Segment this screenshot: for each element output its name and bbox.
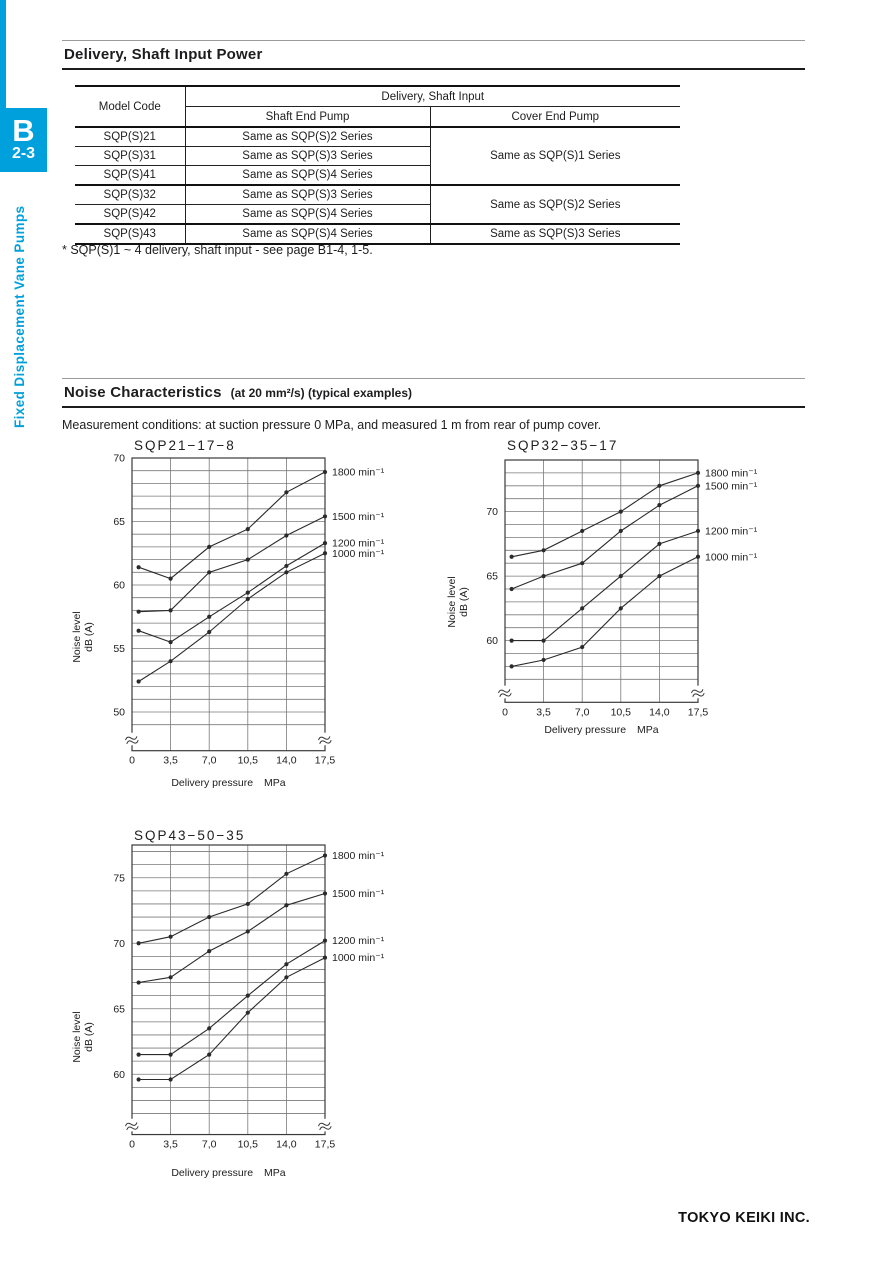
axis-break-icon [688, 683, 709, 700]
x-tick-label: 17,5 [314, 754, 336, 767]
data-point-1000 [580, 645, 584, 649]
series-label-1500: 1500 min⁻¹ [705, 480, 758, 493]
axis-break-icon [122, 731, 143, 748]
noise-chart-1 [60, 432, 425, 807]
chart-title: SQP21−17−8 [134, 438, 236, 453]
column-group-header-delivery-shaft-input: Delivery, Shaft Input [185, 86, 680, 107]
column-header-model-code: Model Code [75, 86, 185, 127]
series-label-1200: 1200 min⁻¹ [705, 525, 758, 538]
y-axis-title: Noise level [71, 611, 83, 663]
data-point-1200 [246, 591, 250, 595]
chart-title: SQP43−50−35 [134, 828, 246, 843]
y-tick-label: 65 [113, 516, 125, 528]
data-point-1800 [696, 471, 700, 475]
data-point-1000 [284, 570, 288, 574]
x-tick-label: 10,5 [610, 706, 632, 719]
x-tick-label: 3,5 [163, 1138, 178, 1151]
data-point-1500 [696, 484, 700, 488]
y-tick-label: 60 [486, 635, 498, 648]
data-point-1200 [169, 640, 173, 644]
series-label-1000: 1000 min⁻¹ [332, 952, 385, 965]
y-axis-title: dB (A) [83, 622, 95, 652]
shaft-end-cell: Same as SQP(S)4 Series [185, 205, 430, 225]
section-header-noise [62, 378, 805, 408]
series-label-1500: 1500 min⁻¹ [332, 510, 385, 523]
shaft-end-cell: Same as SQP(S)4 Series [185, 166, 430, 186]
data-point-1200 [619, 574, 623, 578]
data-point-1500 [510, 587, 514, 591]
data-point-1200 [323, 939, 327, 943]
data-point-1000 [619, 606, 623, 610]
data-point-1800 [323, 853, 327, 857]
data-point-1000 [284, 975, 288, 979]
axis-break-icon [122, 1117, 143, 1134]
section-title-noise: Noise Characteristics [64, 384, 222, 401]
data-point-1200 [542, 639, 546, 643]
data-point-1200 [510, 639, 514, 643]
x-tick-label: 7,0 [201, 754, 217, 767]
data-point-1500 [284, 903, 288, 907]
data-point-1500 [323, 514, 327, 518]
series-line-1800 [139, 472, 325, 579]
shaft-end-cell: Same as SQP(S)2 Series [185, 127, 430, 147]
data-point-1800 [207, 915, 211, 919]
delivery-footnote: * SQP(S)1 ~ 4 delivery, shaft input - see page B1-4, 1-5. [62, 243, 373, 257]
series-line-1200 [139, 543, 325, 642]
data-point-1500 [246, 929, 250, 933]
data-point-1800 [246, 527, 250, 531]
series-line-1200 [139, 941, 325, 1055]
x-tick-label: 17,5 [314, 1138, 336, 1151]
table-row [75, 127, 680, 147]
pump-table-body [75, 127, 680, 244]
data-point-1500 [169, 608, 173, 612]
y-axis-title: Noise level [71, 1011, 83, 1063]
data-point-1000 [246, 1011, 250, 1015]
data-point-1200 [323, 541, 327, 545]
table-row [75, 224, 680, 244]
section-header-delivery [62, 40, 805, 70]
table-row [75, 185, 680, 205]
series-label-1000: 1000 min⁻¹ [705, 551, 758, 564]
data-point-1800 [284, 490, 288, 494]
x-axis-title: Delivery pressure MPa [171, 777, 286, 789]
column-header-shaft-end-pump: Shaft End Pump [185, 107, 430, 128]
table-header-row [75, 86, 680, 107]
x-tick-label: 3,5 [536, 706, 551, 719]
chart-title: SQP32−35−17 [507, 438, 619, 453]
series-label-1800: 1800 min⁻¹ [332, 466, 385, 479]
data-point-1200 [137, 629, 141, 633]
model-code-cell: SQP(S)31 [75, 147, 185, 166]
y-axis-title: dB (A) [458, 587, 470, 617]
data-point-1500 [542, 574, 546, 578]
sidebar-accent-strip [0, 0, 6, 110]
data-point-1200 [169, 1053, 173, 1057]
series-label-1800: 1800 min⁻¹ [705, 467, 758, 480]
x-tick-label: 7,0 [201, 1138, 217, 1151]
shaft-end-cell: Same as SQP(S)4 Series [185, 224, 430, 244]
x-tick-label: 14,0 [649, 706, 670, 719]
data-point-1200 [696, 529, 700, 533]
column-header-cover-end-pump: Cover End Pump [430, 107, 680, 128]
data-point-1000 [169, 659, 173, 663]
y-tick-label: 50 [113, 706, 125, 719]
x-axis-title: Delivery pressure MPa [544, 724, 659, 736]
x-axis-title: Delivery pressure MPa [171, 1167, 286, 1179]
delivery-shaft-input-table [75, 85, 680, 245]
data-point-1200 [580, 606, 584, 610]
cover-end-cell: Same as SQP(S)2 Series [430, 185, 680, 224]
data-point-1500 [619, 529, 623, 533]
x-tick-label: 7,0 [574, 706, 590, 719]
x-tick-label: 0 [129, 754, 135, 767]
cover-end-cell: Same as SQP(S)1 Series [430, 127, 680, 185]
cover-end-cell: Same as SQP(S)3 Series [430, 224, 680, 244]
chart-svg [60, 432, 425, 807]
data-point-1000 [510, 664, 514, 668]
data-point-1000 [207, 630, 211, 634]
data-point-1200 [137, 1053, 141, 1057]
y-tick-label: 70 [113, 452, 125, 465]
section-title-delivery: Delivery, Shaft Input Power [64, 46, 263, 63]
data-point-1000 [542, 658, 546, 662]
series-label-1200: 1200 min⁻¹ [332, 935, 385, 948]
series-line-1000 [512, 557, 698, 667]
axis-break-icon [495, 683, 516, 700]
data-point-1800 [510, 555, 514, 559]
x-tick-label: 0 [129, 1138, 135, 1151]
y-axis-title: dB (A) [83, 1022, 95, 1052]
data-point-1800 [284, 872, 288, 876]
data-point-1800 [246, 902, 250, 906]
data-point-1800 [137, 941, 141, 945]
data-point-1200 [246, 994, 250, 998]
section-tab-number: 2-3 [11, 145, 36, 163]
data-point-1000 [137, 1077, 141, 1081]
data-point-1500 [137, 610, 141, 614]
data-point-1800 [137, 565, 141, 569]
y-tick-label: 70 [113, 937, 125, 950]
data-point-1800 [169, 935, 173, 939]
data-point-1800 [323, 470, 327, 474]
x-tick-label: 0 [502, 706, 508, 719]
chart-svg [60, 822, 425, 1194]
x-tick-label: 14,0 [276, 754, 297, 767]
data-point-1000 [137, 679, 141, 683]
data-point-1000 [207, 1053, 211, 1057]
model-code-cell: SQP(S)41 [75, 166, 185, 186]
y-tick-label: 65 [113, 1003, 125, 1016]
model-code-cell: SQP(S)32 [75, 185, 185, 205]
data-point-1000 [323, 956, 327, 960]
sidebar-vertical-label: Fixed Displacement Vane Pumps [12, 205, 27, 428]
data-point-1500 [137, 980, 141, 984]
noise-chart-3 [60, 822, 425, 1194]
section-tab-badge [0, 108, 47, 172]
data-point-1800 [542, 548, 546, 552]
axis-break-icon [315, 731, 336, 748]
data-point-1800 [207, 545, 211, 549]
plot-border [132, 845, 325, 1135]
company-logo-text: TOKYO KEIKI INC. [678, 1210, 810, 1226]
data-point-1800 [619, 510, 623, 514]
series-label-1500: 1500 min⁻¹ [332, 887, 385, 900]
plot-border [505, 460, 698, 702]
y-axis-title: Noise level [446, 576, 458, 628]
y-tick-label: 60 [113, 1068, 125, 1081]
data-point-1000 [246, 597, 250, 601]
data-point-1500 [169, 975, 173, 979]
shaft-end-cell: Same as SQP(S)3 Series [185, 185, 430, 205]
data-point-1500 [207, 570, 211, 574]
data-point-1500 [207, 949, 211, 953]
x-tick-label: 17,5 [687, 706, 709, 719]
data-point-1800 [657, 484, 661, 488]
section-tab-letter: B [12, 113, 35, 149]
measurement-conditions-text: Measurement conditions: at suction pressure 0 MPa, and measured 1 m from rear of pump cover. [62, 418, 602, 432]
x-tick-label: 10,5 [237, 754, 259, 767]
data-point-1800 [580, 529, 584, 533]
data-point-1500 [246, 558, 250, 562]
data-point-1000 [696, 555, 700, 559]
data-point-1200 [284, 962, 288, 966]
data-point-1500 [657, 503, 661, 507]
series-label-1800: 1800 min⁻¹ [332, 849, 385, 862]
data-point-1200 [284, 564, 288, 568]
x-tick-label: 10,5 [237, 1138, 259, 1151]
data-point-1500 [580, 561, 584, 565]
x-tick-label: 3,5 [163, 754, 178, 767]
data-point-1000 [169, 1077, 173, 1081]
y-tick-label: 75 [113, 872, 125, 885]
data-point-1200 [207, 615, 211, 619]
model-code-cell: SQP(S)21 [75, 127, 185, 147]
shaft-end-cell: Same as SQP(S)3 Series [185, 147, 430, 166]
data-point-1000 [657, 574, 661, 578]
data-point-1200 [207, 1026, 211, 1030]
noise-chart-2 [435, 432, 810, 752]
model-code-cell: SQP(S)42 [75, 205, 185, 225]
y-tick-label: 65 [486, 570, 498, 583]
series-label-1000: 1000 min⁻¹ [332, 547, 385, 560]
x-tick-label: 14,0 [276, 1138, 297, 1151]
axis-break-icon [315, 1117, 336, 1134]
data-point-1200 [657, 542, 661, 546]
data-point-1500 [323, 891, 327, 895]
model-code-cell: SQP(S)43 [75, 224, 185, 244]
data-point-1800 [169, 577, 173, 581]
y-tick-label: 70 [486, 506, 498, 519]
y-tick-label: 60 [113, 579, 125, 592]
series-label-1200: 1200 min⁻¹ [332, 537, 385, 550]
data-point-1500 [284, 533, 288, 537]
chart-svg [435, 432, 810, 752]
section-title-noise-suffix: (at 20 mm²/s) (typical examples) [230, 386, 413, 400]
data-point-1000 [323, 551, 327, 555]
y-tick-label: 55 [113, 643, 125, 655]
